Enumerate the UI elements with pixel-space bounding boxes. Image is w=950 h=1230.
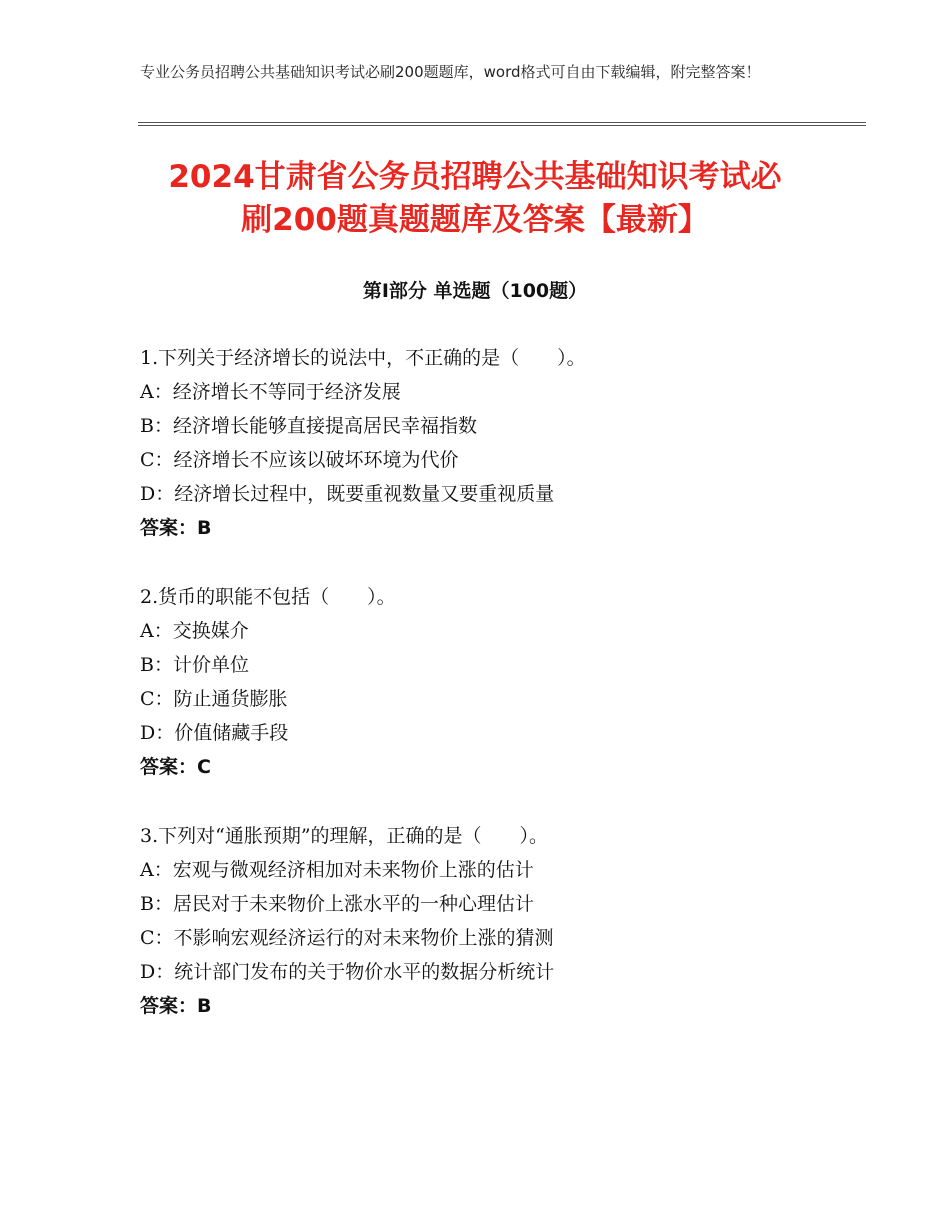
document-title [100, 156, 850, 242]
question-block [140, 580, 860, 784]
header-divider [138, 125, 866, 126]
title-line-2: 刷200题真题题库及答案【最新】 [241, 202, 709, 238]
question-stem: 2.货币的职能不包括（ ）。 [140, 586, 396, 608]
question-stem: 3.下列对“通胀预期”的理解，正确的是（ ）。 [140, 825, 549, 847]
header-note: 专业公务员招聘公共基础知识考试必刷200题题库，word格式可自由下载编辑，附完整答案！ [140, 63, 761, 81]
option-b: B：居民对于未来物价上涨水平的一种心理估计 [140, 893, 534, 915]
option-a: A：经济增长不等同于经济发展 [140, 381, 401, 403]
option-a: A：交换媒介 [140, 620, 249, 642]
option-d: D：经济增长过程中，既要重视数量又要重视质量 [140, 483, 555, 505]
question-block [140, 341, 860, 545]
title-line-1: 2024甘肃省公务员招聘公共基础知识考试必 [168, 159, 782, 195]
option-a: A：宏观与微观经济相加对未来物价上涨的估计 [140, 859, 534, 881]
option-c: C：不影响宏观经济运行的对未来物价上涨的猜测 [140, 927, 554, 949]
option-c: C：防止通货膨胀 [140, 688, 288, 710]
answer: 答案：B [140, 517, 212, 539]
option-d: D：价值储藏手段 [140, 722, 289, 744]
option-b: B：计价单位 [140, 654, 249, 676]
answer: 答案：C [140, 756, 211, 778]
question-stem: 1.下列关于经济增长的说法中，不正确的是（ ）。 [140, 347, 586, 369]
section-heading: 第Ⅰ部分 单选题（100题） [362, 280, 588, 302]
option-d: D：统计部门发布的关于物价水平的数据分析统计 [140, 961, 555, 983]
question-block [140, 819, 860, 1023]
option-b: B：经济增长能够直接提高居民幸福指数 [140, 415, 477, 437]
answer: 答案：B [140, 995, 212, 1017]
header-divider [138, 122, 866, 123]
option-c: C：经济增长不应该以破坏环境为代价 [140, 449, 459, 471]
